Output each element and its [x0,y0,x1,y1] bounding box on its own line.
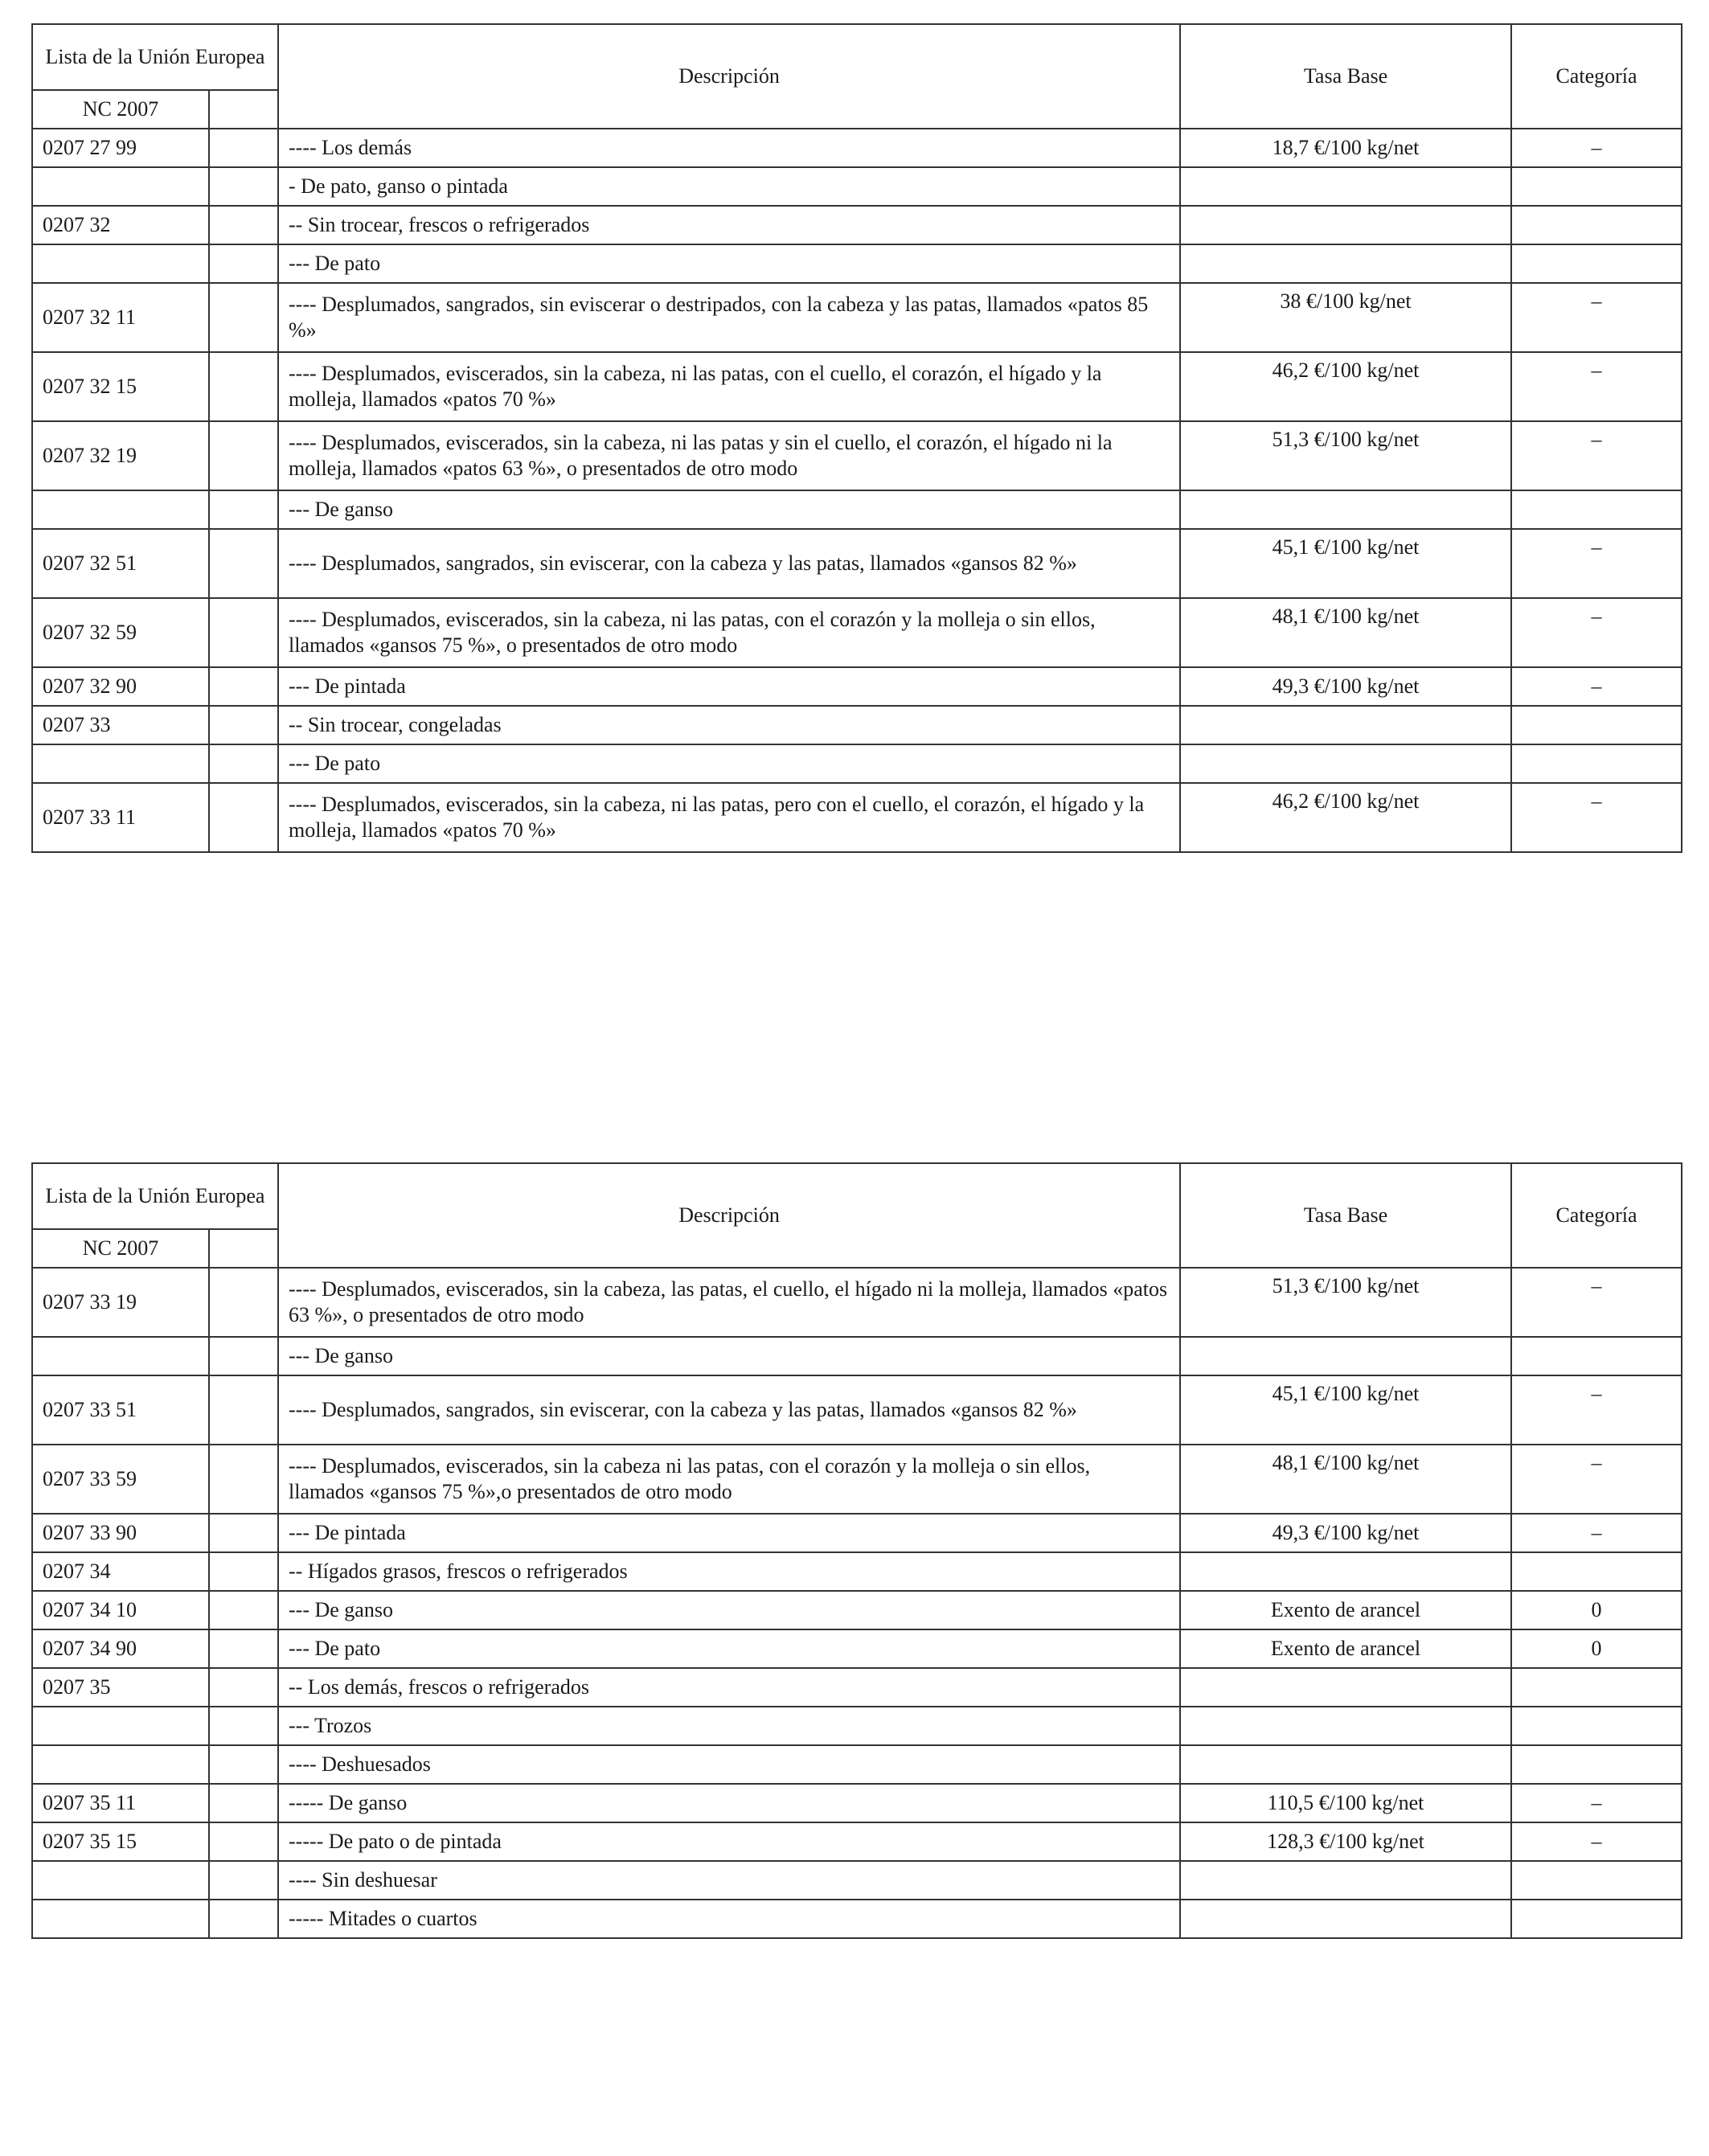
category-cell: – [1511,598,1682,667]
table-row [32,1337,1682,1375]
base-rate-cell [1180,1900,1511,1938]
sub-code-cell [209,167,278,206]
table-row [32,667,1682,706]
description-cell: ---- Los demás [278,129,1180,167]
description-cell: -- Hígados grasos, frescos o refrigerados [278,1552,1180,1591]
code-cell: 0207 33 [32,706,209,744]
base-rate-cell [1180,744,1511,783]
base-rate-cell [1180,706,1511,744]
code-cell: 0207 33 59 [32,1445,209,1514]
sub-code-cell [209,421,278,490]
base-rate-cell: 51,3 €/100 kg/net [1180,421,1511,490]
table-row [32,1822,1682,1861]
category-cell: – [1511,1822,1682,1861]
category-cell: 0 [1511,1591,1682,1629]
sub-code-cell [209,1552,278,1591]
table-row [32,421,1682,490]
category-cell [1511,706,1682,744]
base-rate-cell [1180,1668,1511,1707]
code-cell: 0207 34 [32,1552,209,1591]
code-cell: 0207 32 90 [32,667,209,706]
description-cell: -- Sin trocear, congeladas [278,706,1180,744]
table-row [32,1784,1682,1822]
header-base-rate: Tasa Base [1180,1163,1511,1268]
description-cell: ---- Desplumados, eviscerados, sin la cabeza, ni las patas, con el corazón y la molleja o sin ellos, llamados «gansos 75 %», o presentados de otro modo [278,598,1180,667]
description-cell: ----- Mitades o cuartos [278,1900,1180,1938]
sub-code-cell [209,1629,278,1668]
table-row [32,744,1682,783]
header-description: Descripción [278,24,1180,129]
description-cell: ---- Desplumados, sangrados, sin eviscerar, con la cabeza y las patas, llamados «gansos 82 %» [278,529,1180,598]
category-cell [1511,1668,1682,1707]
category-cell [1511,1861,1682,1900]
code-cell: 0207 33 19 [32,1268,209,1337]
header-nc-label: NC 2007 [32,90,209,129]
table-row [32,1375,1682,1445]
category-cell [1511,1707,1682,1745]
description-cell: - De pato, ganso o pintada [278,167,1180,206]
description-cell: ---- Desplumados, sangrados, sin eviscerar, con la cabeza y las patas, llamados «gansos 82 %» [278,1375,1180,1445]
code-cell: 0207 33 11 [32,783,209,852]
sub-code-cell [209,1745,278,1784]
sub-code-cell [209,352,278,421]
base-rate-cell: 38 €/100 kg/net [1180,283,1511,352]
table-header [32,1163,1682,1268]
code-cell: 0207 34 90 [32,1629,209,1668]
code-cell [32,1745,209,1784]
code-cell: 0207 32 11 [32,283,209,352]
description-cell: --- De pato [278,244,1180,283]
description-cell: --- De pato [278,1629,1180,1668]
category-cell: – [1511,1445,1682,1514]
code-cell [32,1707,209,1745]
base-rate-cell [1180,167,1511,206]
table-row [32,206,1682,244]
category-cell [1511,744,1682,783]
code-cell: 0207 35 15 [32,1822,209,1861]
code-cell: 0207 35 11 [32,1784,209,1822]
table-header [32,24,1682,129]
sub-code-cell [209,1668,278,1707]
table-row [32,1591,1682,1629]
base-rate-cell: 49,3 €/100 kg/net [1180,667,1511,706]
base-rate-cell: 110,5 €/100 kg/net [1180,1784,1511,1822]
base-rate-cell: 46,2 €/100 kg/net [1180,352,1511,421]
table-row [32,1745,1682,1784]
sub-code-cell [209,598,278,667]
sub-code-cell [209,1375,278,1445]
category-cell [1511,1745,1682,1784]
header-description: Descripción [278,1163,1180,1268]
table-row [32,283,1682,352]
base-rate-cell: 48,1 €/100 kg/net [1180,1445,1511,1514]
sub-code-cell [209,1445,278,1514]
code-cell [32,1337,209,1375]
category-cell: – [1511,783,1682,852]
base-rate-cell: 49,3 €/100 kg/net [1180,1514,1511,1552]
sub-code-cell [209,490,278,529]
base-rate-cell: 45,1 €/100 kg/net [1180,1375,1511,1445]
table-row [32,1552,1682,1591]
sub-code-cell [209,1514,278,1552]
base-rate-cell [1180,1745,1511,1784]
sub-code-cell [209,283,278,352]
description-cell: --- De pato [278,744,1180,783]
category-cell [1511,1552,1682,1591]
category-cell [1511,1900,1682,1938]
base-rate-cell: Exento de arancel [1180,1629,1511,1668]
table-row [32,352,1682,421]
sub-code-cell [209,783,278,852]
table-row [32,529,1682,598]
category-cell: – [1511,283,1682,352]
header-list-label: Lista de la Unión Europea [32,24,278,90]
header-nc-label: NC 2007 [32,1229,209,1268]
description-cell: --- Trozos [278,1707,1180,1745]
code-cell: 0207 35 [32,1668,209,1707]
category-cell: – [1511,352,1682,421]
description-cell: --- De pintada [278,1514,1180,1552]
code-cell: 0207 32 59 [32,598,209,667]
table-row [32,1445,1682,1514]
code-cell: 0207 27 99 [32,129,209,167]
table-row [32,706,1682,744]
category-cell: – [1511,421,1682,490]
base-rate-cell: 45,1 €/100 kg/net [1180,529,1511,598]
header-empty-cell [209,1229,278,1268]
base-rate-cell: Exento de arancel [1180,1591,1511,1629]
table-row [32,129,1682,167]
header-category: Categoría [1511,24,1682,129]
table-row [32,1900,1682,1938]
category-cell: – [1511,1268,1682,1337]
code-cell: 0207 32 19 [32,421,209,490]
category-cell: – [1511,129,1682,167]
table-row [32,490,1682,529]
description-cell: ---- Desplumados, eviscerados, sin la cabeza, ni las patas y sin el cuello, el corazón, el hígado ni la molleja, llamados «patos 63 %», o presentados de otro modo [278,421,1180,490]
category-cell [1511,206,1682,244]
sub-code-cell [209,1784,278,1822]
table-row [32,1707,1682,1745]
base-rate-cell [1180,1707,1511,1745]
category-cell: – [1511,1375,1682,1445]
description-cell: -- Sin trocear, frescos o refrigerados [278,206,1180,244]
description-cell: ---- Desplumados, eviscerados, sin la cabeza, ni las patas, con el cuello, el corazón, el hígado y la molleja, llamados «patos 70 %» [278,352,1180,421]
category-cell [1511,167,1682,206]
category-cell [1511,490,1682,529]
sub-code-cell [209,529,278,598]
base-rate-cell [1180,206,1511,244]
base-rate-cell [1180,1861,1511,1900]
category-cell: – [1511,1514,1682,1552]
code-cell [32,1900,209,1938]
code-cell: 0207 32 15 [32,352,209,421]
base-rate-cell [1180,1337,1511,1375]
tariff-table-1 [31,23,1682,853]
sub-code-cell [209,706,278,744]
code-cell: 0207 32 [32,206,209,244]
sub-code-cell [209,1822,278,1861]
sub-code-cell [209,1591,278,1629]
code-cell: 0207 32 51 [32,529,209,598]
code-cell: 0207 34 10 [32,1591,209,1629]
code-cell: 0207 33 51 [32,1375,209,1445]
description-cell: ---- Desplumados, eviscerados, sin la cabeza, las patas, el cuello, el hígado ni la molleja, llamados «patos 63 %», o presentados de otro modo [278,1268,1180,1337]
code-cell [32,167,209,206]
table-row [32,1629,1682,1668]
base-rate-cell: 18,7 €/100 kg/net [1180,129,1511,167]
header-empty-cell [209,90,278,129]
sub-code-cell [209,667,278,706]
base-rate-cell [1180,1552,1511,1591]
table-row [32,598,1682,667]
sub-code-cell [209,1707,278,1745]
description-cell: ----- De ganso [278,1784,1180,1822]
sub-code-cell [209,244,278,283]
description-cell: ---- Deshuesados [278,1745,1180,1784]
description-cell: ---- Sin deshuesar [278,1861,1180,1900]
description-cell: --- De pintada [278,667,1180,706]
category-cell: – [1511,1784,1682,1822]
description-cell: --- De ganso [278,490,1180,529]
description-cell: --- De ganso [278,1337,1180,1375]
table-row [32,1861,1682,1900]
description-cell: -- Los demás, frescos o refrigerados [278,1668,1180,1707]
table-row [32,167,1682,206]
code-cell [32,1861,209,1900]
description-cell: ---- Desplumados, eviscerados, sin la cabeza, ni las patas, pero con el cuello, el corazón, el hígado y la molleja, llamados «patos 70 %» [278,783,1180,852]
description-cell: --- De ganso [278,1591,1180,1629]
sub-code-cell [209,1861,278,1900]
table-row [32,1268,1682,1337]
sub-code-cell [209,744,278,783]
category-cell [1511,1337,1682,1375]
category-cell: 0 [1511,1629,1682,1668]
base-rate-cell: 128,3 €/100 kg/net [1180,1822,1511,1861]
table-row [32,783,1682,852]
header-category: Categoría [1511,1163,1682,1268]
sub-code-cell [209,1268,278,1337]
table-row [32,244,1682,283]
tariff-table-2 [31,1162,1682,1939]
base-rate-cell: 51,3 €/100 kg/net [1180,1268,1511,1337]
header-base-rate: Tasa Base [1180,24,1511,129]
base-rate-cell: 46,2 €/100 kg/net [1180,783,1511,852]
base-rate-cell [1180,244,1511,283]
category-cell: – [1511,529,1682,598]
table-body [32,1268,1682,1938]
description-cell: ---- Desplumados, sangrados, sin eviscerar o destripados, con la cabeza y las patas, llamados «patos 85 %» [278,283,1180,352]
sub-code-cell [209,206,278,244]
base-rate-cell: 48,1 €/100 kg/net [1180,598,1511,667]
table-row [32,1514,1682,1552]
code-cell [32,244,209,283]
table-body [32,129,1682,852]
header-list-label: Lista de la Unión Europea [32,1163,278,1229]
table-row [32,1668,1682,1707]
category-cell: – [1511,667,1682,706]
sub-code-cell [209,1337,278,1375]
base-rate-cell [1180,490,1511,529]
description-cell: ---- Desplumados, eviscerados, sin la cabeza ni las patas, con el corazón y la molleja o sin ellos, llamados «gansos 75 %»,o presentados de otro modo [278,1445,1180,1514]
description-cell: ----- De pato o de pintada [278,1822,1180,1861]
category-cell [1511,244,1682,283]
sub-code-cell [209,1900,278,1938]
code-cell [32,744,209,783]
code-cell [32,490,209,529]
code-cell: 0207 33 90 [32,1514,209,1552]
sub-code-cell [209,129,278,167]
